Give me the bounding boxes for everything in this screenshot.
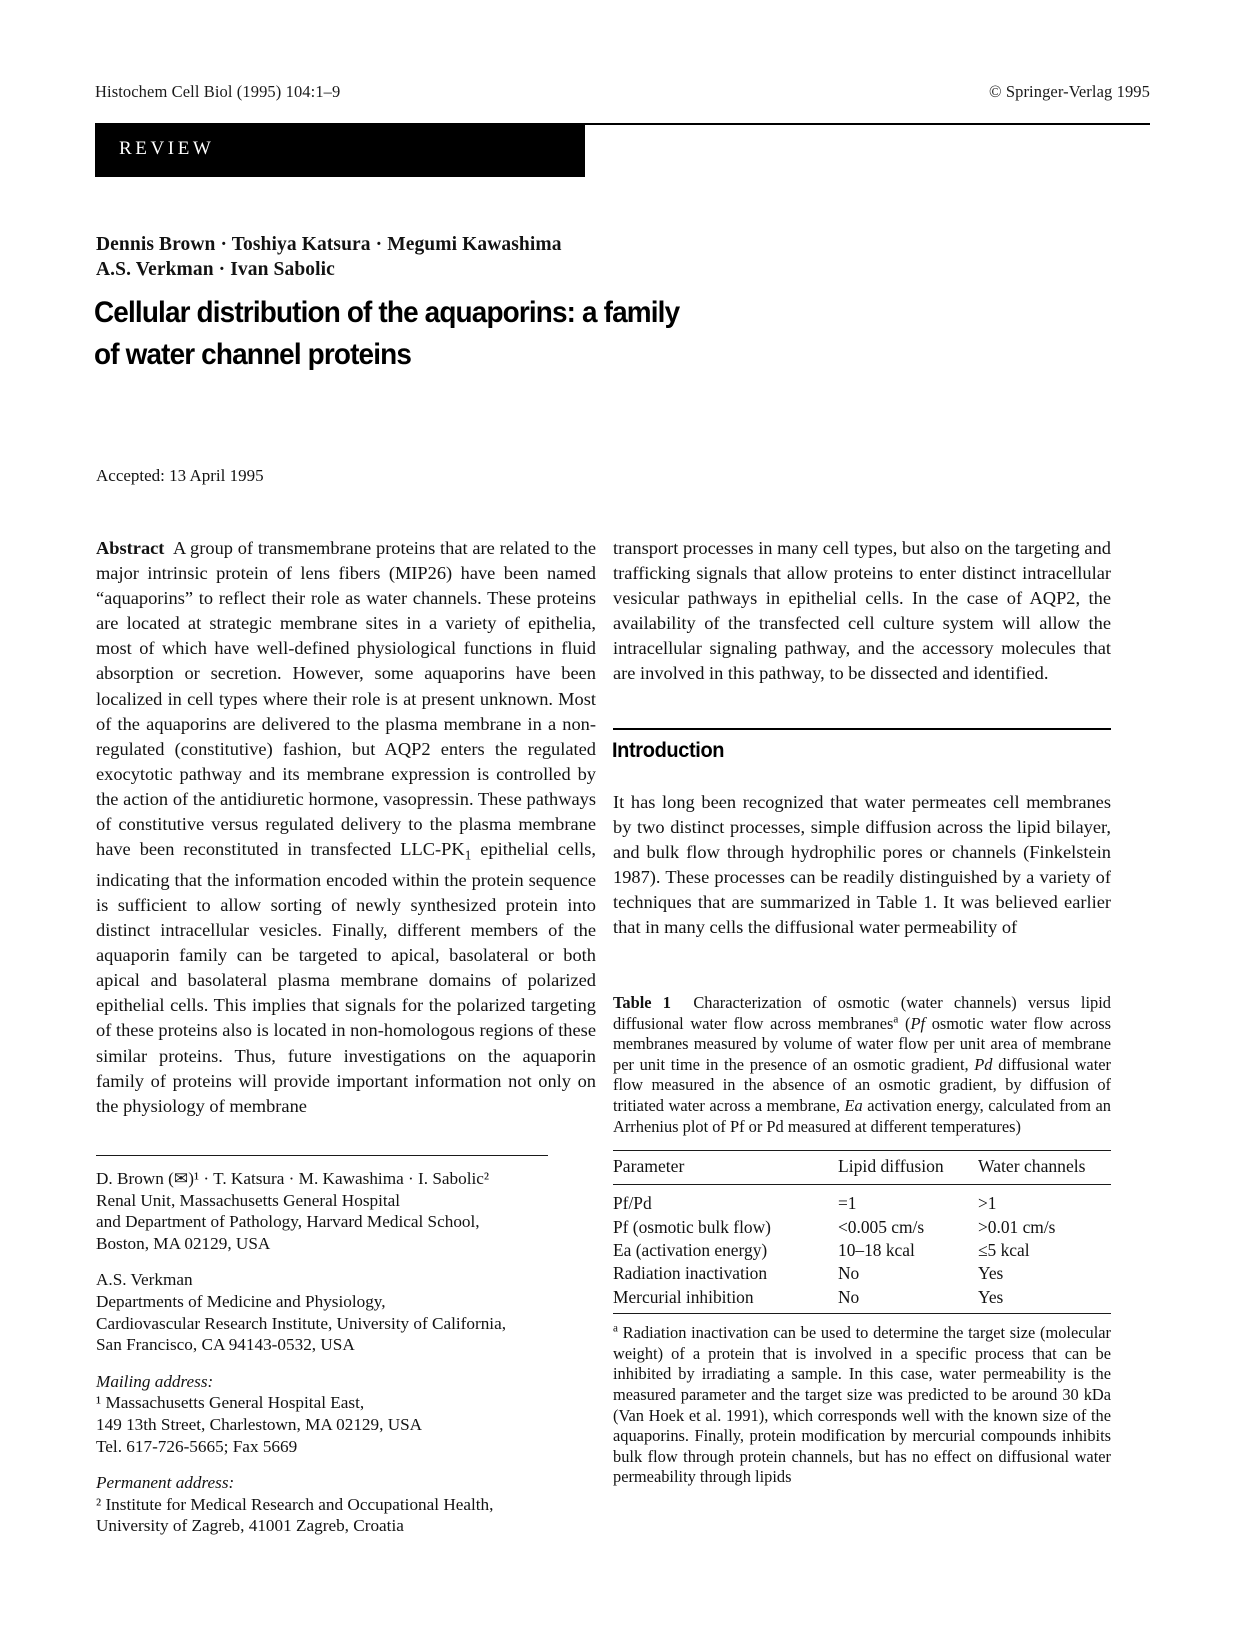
introduction-body: [613, 790, 1111, 941]
column-header-parameter: Parameter: [613, 1156, 685, 1177]
cell-water-channels: >0.01 cm/s: [978, 1216, 1056, 1237]
affiliation-line: University of Zagreb, 41001 Zagreb, Croatia: [96, 1516, 404, 1536]
affiliation-item: [96, 1269, 601, 1355]
table-row: [613, 1185, 1111, 1216]
cell-water-channels: >1: [978, 1193, 997, 1214]
affiliation-line: 149 13th Street, Charlestown, MA 02129, USA: [96, 1414, 423, 1434]
cell-lipid-diffusion: No: [838, 1286, 860, 1307]
copyright-notice: © Springer-Verlag 1995: [988, 82, 1150, 101]
table-body: [613, 1185, 1111, 1310]
cell-lipid-diffusion: No: [838, 1263, 860, 1284]
affiliation-line: ² Institute for Medical Research and Occupational Health,: [96, 1494, 494, 1514]
table-caption-text-1: Characterization of osmotic (water channels) versus lipid diffusional water flow across membranes: [613, 993, 1111, 1033]
review-banner-label: REVIEW: [119, 138, 215, 159]
affiliation-line: Tel. 617-726-5665; Fax 5669: [96, 1436, 298, 1456]
affiliation-line: Boston, MA 02129, USA: [96, 1233, 271, 1253]
cell-lipid-diffusion: 10–18 kcal: [838, 1239, 915, 1260]
affiliation-line: Renal Unit, Massachusetts General Hospital: [96, 1190, 401, 1210]
affiliation-names: D. Brown (✉)¹ · T. Katsura · M. Kawashima · I. Sabolic²: [96, 1169, 490, 1188]
introduction-paragraph: It has long been recognized that water permeates cell membranes by two distinct processes, simple diffusion across the lipid bilayer, and bulk flow through hydrophilic pores or channels (Finkelstein 1987). These processes can be readily distinguished by a variety of techniques that are summarized in Table 1. It was believed earlier that in many cells the diffusional water permeability of: [613, 792, 1111, 938]
abstract-paragraph: [96, 536, 596, 1119]
table-caption: [613, 993, 1111, 1137]
table-footnote: [613, 1323, 1111, 1488]
page-title: [94, 292, 745, 376]
table-header: [613, 1151, 1111, 1185]
cell-parameter: Radiation inactivation: [613, 1263, 768, 1284]
table-row: [613, 1216, 1111, 1239]
right-column: [613, 536, 1111, 687]
column-header-lipid-diffusion: Lipid diffusion: [838, 1156, 944, 1177]
mailing-address-item: [96, 1371, 601, 1457]
abstract-label: Abstract: [96, 538, 165, 558]
affiliation-names: A.S. Verkman: [96, 1270, 193, 1290]
cell-parameter: Pf (osmotic bulk flow): [613, 1216, 771, 1237]
cell-parameter: Mercurial inhibition: [613, 1286, 754, 1307]
abstract-subscript: 1: [464, 847, 472, 863]
abstract-continued: transport processes in many cell types, but also on the targeting and trafficking signals that allow proteins to enter distinct intracellular vesicular pathways in epithelial cells. In the case of AQP2, the availability of the transfected cell culture system will allow the intracellular signaling pathway, and the accessory molecules that are involved in this pathway, to be dissected and identified.: [613, 538, 1111, 684]
table-caption-symbol-pd: Pd: [974, 1054, 993, 1074]
footnote-marker: a: [613, 1322, 618, 1335]
affiliation-block: [96, 1168, 601, 1537]
affiliation-line: San Francisco, CA 94143-0532, USA: [96, 1335, 355, 1355]
affiliation-line: Departments of Medicine and Physiology,: [96, 1291, 386, 1311]
abstract-text-part1: A group of transmembrane proteins that are related to the major intrinsic protein of lens fibers (MIP26) have been named “aquaporins” to reflect their role as water channels. These proteins are located at strategic membrane sites in a variety of epithelia, most of which have well-defined physiological functions in fluid absorption or secretion. However, some aquaporins have been localized in cell types where their role is at present unknown. Most of the aquaporins are delivered to the plasma membrane in a non-regulated (constitutive) fashion, but AQP2 enters the regulated exocytotic pathway and its membrane expression is controlled by the action of the antidiuretic hormone, vasopressin. These pathways of constitutive versus regulated delivery to the plasma membrane have been reconstituted in transfected LLC-PK: [96, 538, 596, 860]
table-row: [613, 1239, 1111, 1262]
review-banner: [95, 123, 585, 177]
table-1: [613, 1150, 1111, 1309]
column-header-water-channels: Water channels: [978, 1156, 1086, 1177]
author-list: [96, 232, 796, 282]
permanent-address-item: [96, 1472, 601, 1537]
cell-lipid-diffusion: <0.005 cm/s: [838, 1216, 925, 1237]
cell-parameter: Pf/Pd: [613, 1193, 652, 1214]
affiliation-rule: [96, 1155, 548, 1156]
table-row: [613, 1262, 1111, 1285]
title-line-2: of water channel proteins: [94, 338, 412, 371]
title-line-1: Cellular distribution of the aquaporins: a family: [94, 296, 680, 329]
affiliation-line: Cardiovascular Research Institute, University of California,: [96, 1313, 506, 1333]
left-column: [96, 536, 596, 1119]
affiliation-item: [96, 1168, 601, 1254]
table-caption-text-4: diffusional water flow measured in the absence of an osmotic gradient, by diffusion of tritiated water across a membrane,: [613, 1054, 1111, 1115]
table-caption-text-5: activation energy, calculated from an Arrhenius plot of Pf or Pd measured at different temperatures): [613, 1095, 1111, 1136]
permanent-address-heading: Permanent address:: [96, 1473, 235, 1493]
cell-water-channels: ≤5 kcal: [978, 1239, 1030, 1260]
author-line-2: A.S. Verkman · Ivan Sabolic: [96, 259, 335, 280]
cell-water-channels: Yes: [978, 1263, 1004, 1284]
accepted-date: Accepted: 13 April 1995: [96, 466, 264, 485]
affiliation-line: and Department of Pathology, Harvard Medical School,: [96, 1212, 480, 1232]
table-caption-symbol-ea: Ea: [844, 1095, 863, 1115]
footnote-text: Radiation inactivation can be used to determine the target size (molecular weight) of a protein that is involved in a specific process that can be inhibited by irradiating a sample. In this case, water permeability is the measured parameter and the target size was predicted to be around 30 kDa (Van Hoek et al. 1991), which corresponds well with the known size of the aquaporins. Finally, protein modification by mercurial compounds inhibits bulk flow through protein channels, but has no effect on diffusional water permeability through lipids: [613, 1323, 1111, 1487]
table-caption-text-3: osmotic water flow across membranes measured by volume of water flow per unit area of membrane per unit time in the presence of an osmotic gradient,: [613, 1013, 1112, 1074]
abstract-text-part2: epithelial cells, indicating that the information encoded within the protein sequence is sufficient to allow sorting of newly synthesized protein into distinct intracellular vesicles. Finally, different members of the aquaporin family can be targeted to apical, basolateral or both apical and basolateral plasma membrane domains of polarized epithelial cells. This implies that signals for the polarized targeting of these proteins also is located in non-homologous regions of these similar proteins. Thus, future investigations on the aquaporin family of proteins will provide important information not only on the physiology of membrane: [96, 839, 597, 1116]
author-line-1: Dennis Brown · Toshiya Katsura · Megumi Kawashima: [96, 234, 562, 255]
table-1-container: [613, 993, 1111, 1488]
table-row: [613, 1286, 1111, 1309]
journal-reference: Histochem Cell Biol (1995) 104:1–9: [95, 82, 341, 101]
cell-parameter: Ea (activation energy): [613, 1239, 768, 1260]
table-caption-footnote-marker: a: [893, 1013, 899, 1026]
running-head: [95, 82, 1150, 102]
table-header-row: [613, 1151, 1111, 1185]
section-rule: [613, 728, 1111, 730]
section-heading-introduction: Introduction: [612, 738, 725, 762]
table-caption-symbol-pf: Pf: [910, 1013, 926, 1033]
table-caption-label: Table 1: [613, 993, 671, 1012]
table-bottom-rule: [613, 1313, 1111, 1314]
cell-water-channels: Yes: [978, 1286, 1004, 1307]
mailing-address-heading: Mailing address:: [96, 1371, 214, 1391]
cell-lipid-diffusion: =1: [838, 1193, 857, 1214]
table-caption-text-2: (: [898, 1013, 911, 1033]
affiliation-line: ¹ Massachusetts General Hospital East,: [96, 1393, 365, 1413]
